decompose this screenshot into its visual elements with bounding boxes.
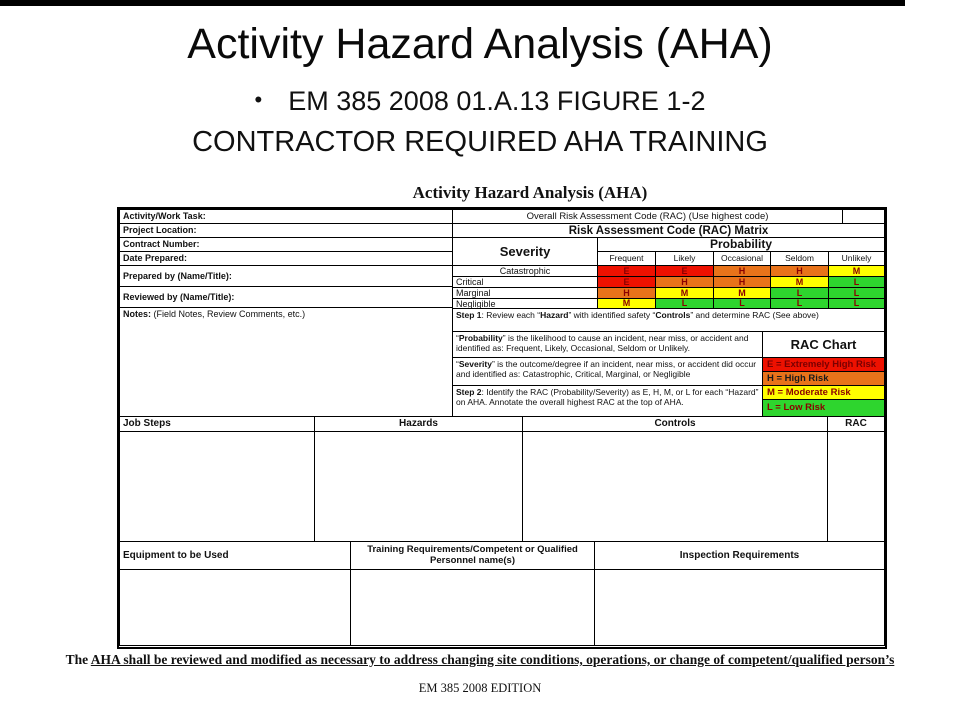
controls-body-cell[interactable]	[522, 431, 828, 542]
step2-text: Step 2: Identify the RAC (Probability/Severity) as E, H, M, or L for each “Hazard” on AHA. Annotate the overall highest RAC at the top of AHA.	[452, 385, 763, 417]
row-catastrophic: Catastrophic	[452, 265, 598, 277]
rac-cell-catastrophic-frequent: E	[597, 265, 656, 277]
severity-definition: “Severity” is the outcome/degree if an incident, near miss, or accident did occur and identified as: Catastrophic, Critical, Marginal, or Negligible	[452, 357, 763, 386]
rac-cell-negligible-occasional: L	[713, 298, 771, 309]
col-unlikely: Unlikely	[828, 251, 885, 266]
hazards-body-cell[interactable]	[314, 431, 523, 542]
step1-text: Step 1: Review each “Hazard” with identified safety “Controls” and determine RAC (See above)	[452, 308, 885, 332]
rac-cell-marginal-frequent: H	[597, 287, 656, 299]
rac-cell-marginal-seldom: L	[770, 287, 829, 299]
slide-title: Activity Hazard Analysis (AHA)	[187, 20, 773, 68]
notes-hint: (Field Notes, Review Comments, etc.)	[153, 309, 306, 319]
legend-extremely-high-risk: E = Extremely High Risk	[762, 357, 885, 372]
severity-header: Severity	[452, 237, 598, 266]
col-likely: Likely	[655, 251, 714, 266]
field-date-prepared[interactable]: Date Prepared:	[119, 251, 453, 266]
probability-header: Probability	[597, 237, 885, 252]
field-reviewed-by[interactable]: Reviewed by (Name/Title):	[119, 286, 453, 308]
rac-cell-critical-occasional: H	[713, 276, 771, 288]
rac-cell-marginal-likely: M	[655, 287, 714, 299]
hazards-header: Hazards	[314, 416, 523, 432]
rac-header: RAC	[827, 416, 885, 432]
notes-cell[interactable]	[119, 307, 453, 417]
field-activity-work-task[interactable]: Activity/Work Task:	[119, 209, 453, 224]
rac-cell-catastrophic-likely: E	[655, 265, 714, 277]
rac-cell-critical-likely: H	[655, 276, 714, 288]
rac-cell-marginal-occasional: M	[713, 287, 771, 299]
slide-subtitle: CONTRACTOR REQUIRED AHA TRAINING	[192, 126, 768, 158]
rac-chart-title: RAC Chart	[762, 331, 885, 358]
bullet-marker: •	[254, 87, 263, 112]
rac-cell-catastrophic-unlikely: M	[828, 265, 885, 277]
bullet-item	[0, 86, 960, 117]
bullet-text: EM 385 2008 01.A.13 FIGURE 1-2	[288, 86, 706, 116]
rac-cell-critical-seldom: M	[770, 276, 829, 288]
form-title: Activity Hazard Analysis (AHA)	[412, 183, 648, 202]
probability-definition: “Probability” is the likelihood to cause an incident, near miss, or accident and identified as: Frequent, Likely, Occasional, Seldom or Unlikely.	[452, 331, 763, 358]
legend-moderate-risk: M = Moderate Risk	[762, 385, 885, 400]
overall-rac-value-cell[interactable]	[842, 209, 885, 224]
rac-cell-catastrophic-occasional: H	[713, 265, 771, 277]
inspection-body-cell[interactable]	[594, 569, 885, 646]
training-requirements-header: Training Requirements/Competent or Qualified Personnel name(s)	[350, 541, 595, 570]
rac-cell-marginal-unlikely: L	[828, 287, 885, 299]
training-body-cell[interactable]	[350, 569, 595, 646]
notes-label: Notes:	[123, 309, 152, 319]
rac-cell-catastrophic-seldom: H	[770, 265, 829, 277]
rac-matrix-title: Risk Assessment Code (RAC) Matrix	[452, 223, 885, 238]
field-project-location[interactable]: Project Location:	[119, 223, 453, 238]
top-border-strip	[0, 0, 905, 6]
equipment-header: Equipment to be Used	[119, 541, 351, 570]
footer-review-note: The AHA shall be reviewed and modified as necessary to address changing site conditions, operations, or change of competent/qualified person’s	[65, 652, 895, 667]
col-seldom: Seldom	[770, 251, 829, 266]
field-contract-number[interactable]: Contract Number:	[119, 237, 453, 252]
rac-cell-negligible-likely: L	[655, 298, 714, 309]
legend-high-risk: H = High Risk	[762, 371, 885, 386]
job-steps-body-cell[interactable]	[119, 431, 315, 542]
equipment-body-cell[interactable]	[119, 569, 351, 646]
rac-cell-negligible-unlikely: L	[828, 298, 885, 309]
col-occasional: Occasional	[713, 251, 771, 266]
rac-cell-critical-unlikely: L	[828, 276, 885, 288]
rac-cell-negligible-seldom: L	[770, 298, 829, 309]
legend-low-risk: L = Low Risk	[762, 399, 885, 417]
controls-header: Controls	[522, 416, 828, 432]
overall-rac-label: Overall Risk Assessment Code (RAC) (Use highest code)	[452, 209, 843, 224]
field-prepared-by[interactable]: Prepared by (Name/Title):	[119, 265, 453, 287]
job-steps-header: Job Steps	[119, 416, 315, 432]
rac-cell-critical-frequent: E	[597, 276, 656, 288]
rac-cell-negligible-frequent: M	[597, 298, 656, 309]
col-frequent: Frequent	[597, 251, 656, 266]
rac-body-cell[interactable]	[827, 431, 885, 542]
row-negligible: Negligible	[452, 298, 598, 309]
inspection-requirements-header: Inspection Requirements	[594, 541, 885, 570]
row-marginal: Marginal	[452, 287, 598, 299]
row-critical: Critical	[452, 276, 598, 288]
edition-label: EM 385 2008 EDITION	[418, 681, 542, 695]
aha-form	[117, 207, 887, 649]
